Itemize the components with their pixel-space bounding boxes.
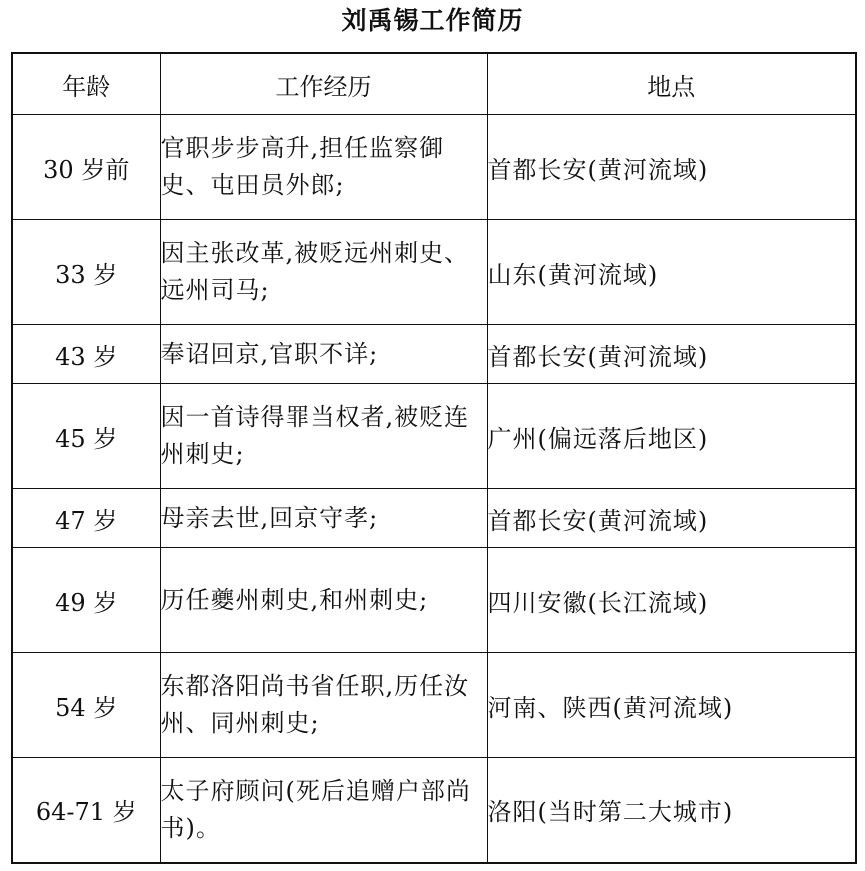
work-cell: 母亲去世,回京守孝; <box>160 489 487 548</box>
resume-table <box>11 52 857 864</box>
work-cell: 太子府顾问(死后追赠户部尚书)。 <box>160 758 487 863</box>
age-cell: 30 岁前 <box>12 115 160 220</box>
age-cell: 54 岁 <box>12 653 160 758</box>
age-cell: 33 岁 <box>12 220 160 325</box>
age-cell: 64-71 岁 <box>12 758 160 863</box>
age-cell: 43 岁 <box>12 325 160 384</box>
age-cell: 47 岁 <box>12 489 160 548</box>
table-row <box>12 384 856 489</box>
work-cell: 历任夔州刺史,和州刺史; <box>160 548 487 653</box>
work-cell: 奉诏回京,官职不详; <box>160 325 487 384</box>
table-row <box>12 220 856 325</box>
header-age: 年龄 <box>12 53 160 115</box>
location-cell: 河南、陕西(黄河流域) <box>487 653 856 758</box>
header-location: 地点 <box>487 53 856 115</box>
header-work-history: 工作经历 <box>160 53 487 115</box>
age-cell: 49 岁 <box>12 548 160 653</box>
work-cell: 东都洛阳尚书省任职,历任汝州、同州刺史; <box>160 653 487 758</box>
location-cell: 首都长安(黄河流域) <box>487 325 856 384</box>
table-row <box>12 489 856 548</box>
location-cell: 山东(黄河流域) <box>487 220 856 325</box>
location-cell: 广州(偏远落后地区) <box>487 384 856 489</box>
table-row <box>12 758 856 863</box>
table-row <box>12 653 856 758</box>
work-cell: 因一首诗得罪当权者,被贬连州刺史; <box>160 384 487 489</box>
header-row <box>12 53 856 115</box>
work-cell: 因主张改革,被贬远州刺史、远州司马; <box>160 220 487 325</box>
table-row <box>12 115 856 220</box>
work-cell: 官职步步高升,担任监察御史、屯田员外郎; <box>160 115 487 220</box>
table-title: 刘禹锡工作简历 <box>341 6 524 35</box>
location-cell: 首都长安(黄河流域) <box>487 489 856 548</box>
location-cell: 洛阳(当时第二大城市) <box>487 758 856 863</box>
age-cell: 45 岁 <box>12 384 160 489</box>
table-row <box>12 548 856 653</box>
location-cell: 四川安徽(长江流域) <box>487 548 856 653</box>
location-cell: 首都长安(黄河流域) <box>487 115 856 220</box>
table-row <box>12 325 856 384</box>
